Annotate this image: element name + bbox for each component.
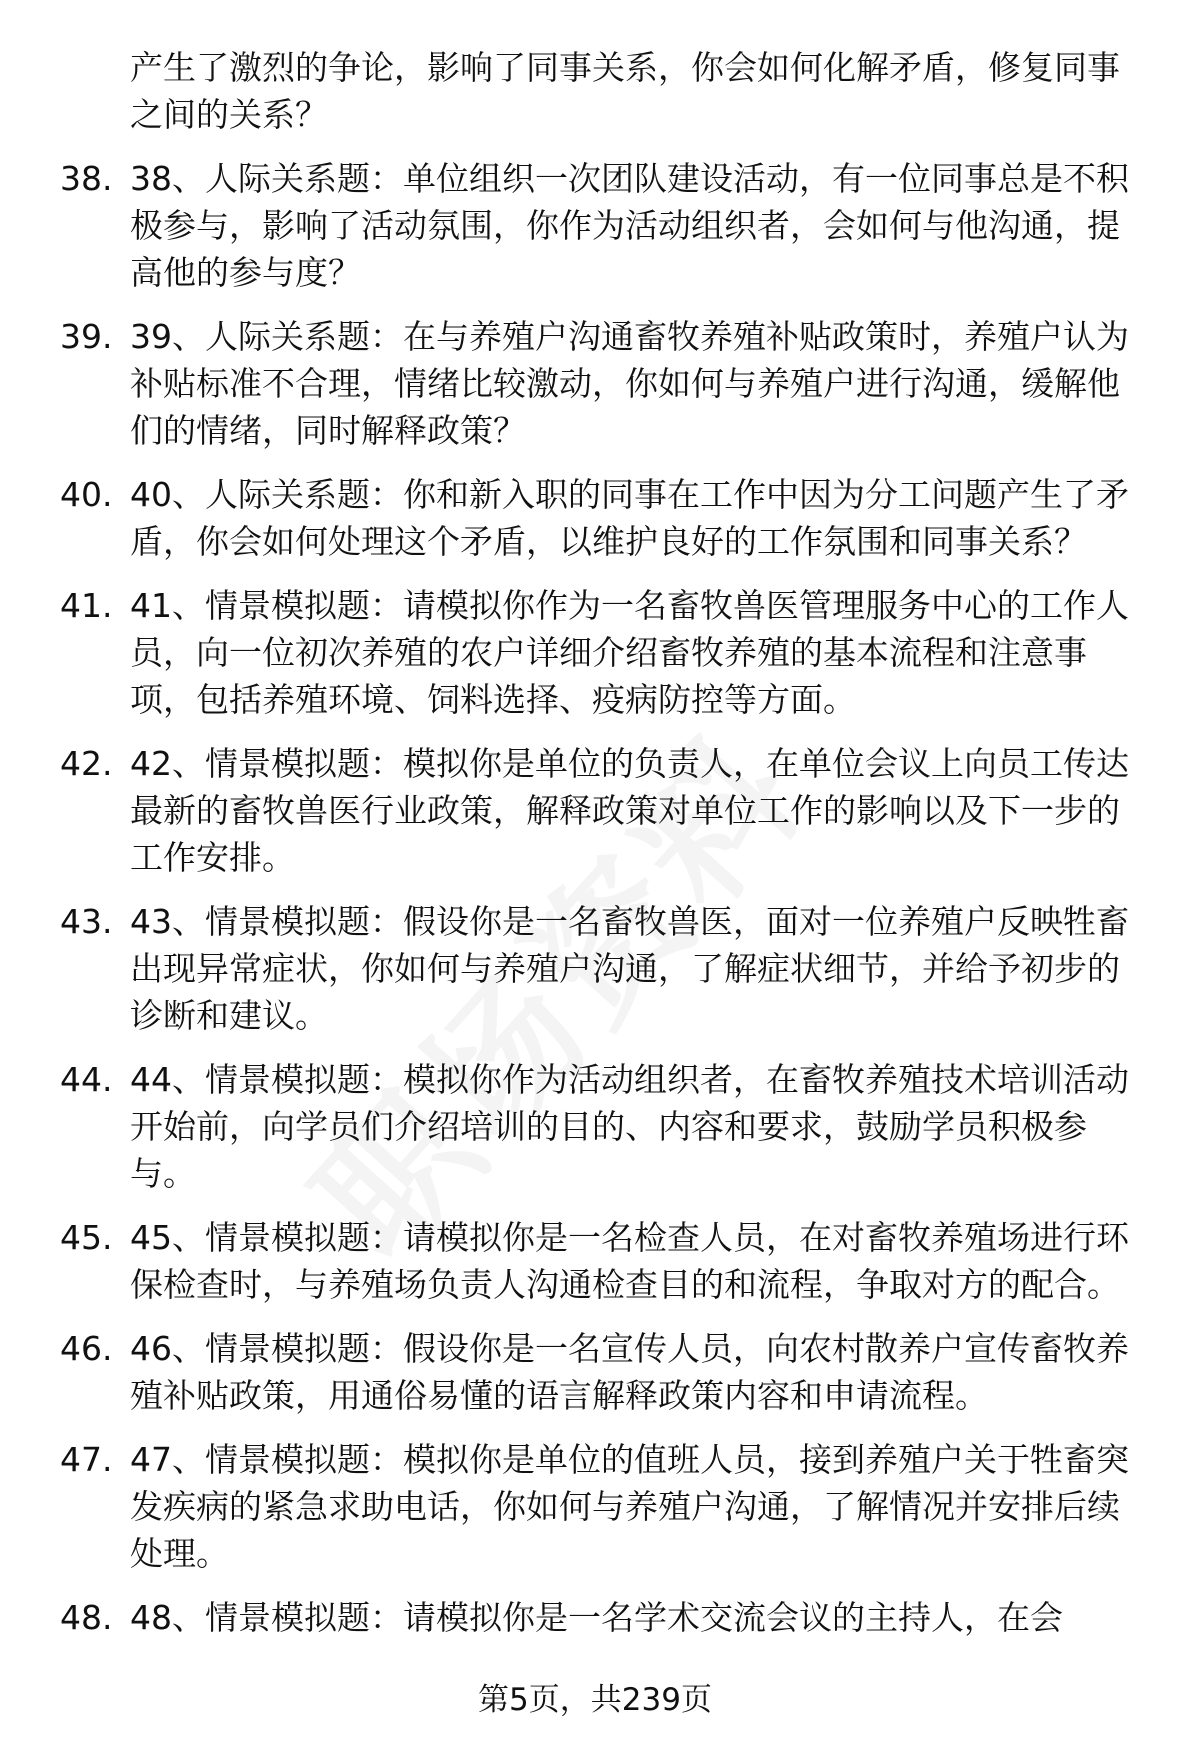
item-text: 47、情景模拟题：模拟你是单位的值班人员，接到养殖户关于牲畜突发疾病的紧急求助电话，你如何与养殖户沟通，了解情况并安排后续处理。 — [130, 1440, 1129, 1573]
list-item — [0, 1325, 1190, 1419]
item-number: 46. — [60, 1329, 113, 1368]
item-number: 38. — [60, 159, 113, 198]
item-number: 43. — [60, 902, 113, 941]
item-number: 40. — [60, 475, 113, 514]
list-item — [0, 471, 1190, 565]
item-number: 44. — [60, 1060, 113, 1099]
item-text: 40、人际关系题：你和新入职的同事在工作中因为分工问题产生了矛盾，你会如何处理这个矛盾，以维护良好的工作氛围和同事关系？ — [130, 475, 1129, 561]
continuation-paragraph — [0, 44, 1190, 138]
list-item — [0, 1214, 1190, 1308]
item-text: 48、情景模拟题：请模拟你是一名学术交流会议的主持人，在会 — [130, 1598, 1063, 1637]
list-item — [0, 155, 1190, 296]
item-text: 42、情景模拟题：模拟你是单位的负责人，在单位会议上向员工传达最新的畜牧兽医行业政策，解释政策对单位工作的影响以及下一步的工作安排。 — [130, 744, 1129, 877]
list-item — [0, 582, 1190, 723]
continuation-text: 产生了激烈的争论，影响了同事关系，你会如何化解矛盾，修复同事之间的关系？ — [130, 48, 1120, 134]
item-number: 41. — [60, 586, 113, 625]
item-number: 42. — [60, 744, 113, 783]
list-item — [0, 740, 1190, 881]
item-text: 41、情景模拟题：请模拟你作为一名畜牧兽医管理服务中心的工作人员，向一位初次养殖的农户详细介绍畜牧养殖的基本流程和注意事项，包括养殖环境、饲料选择、疫病防控等方面。 — [130, 586, 1129, 719]
item-number: 48. — [60, 1598, 113, 1637]
item-text: 38、人际关系题：单位组织一次团队建设活动，有一位同事总是不积极参与，影响了活动氛围，你作为活动组织者，会如何与他沟通，提高他的参与度？ — [130, 159, 1129, 292]
list-item — [0, 1594, 1190, 1641]
list-item — [0, 313, 1190, 454]
item-text: 46、情景模拟题：假设你是一名宣传人员，向农村散养户宣传畜牧养殖补贴政策，用通俗易懂的语言解释政策内容和申请流程。 — [130, 1329, 1129, 1415]
list-item — [0, 1436, 1190, 1577]
item-number: 39. — [60, 317, 113, 356]
item-number: 47. — [60, 1440, 113, 1479]
page-footer: 第5页，共239页 — [478, 1682, 712, 1718]
item-text: 39、人际关系题：在与养殖户沟通畜牧养殖补贴政策时，养殖户认为补贴标准不合理，情绪比较激动，你如何与养殖户进行沟通，缓解他们的情绪，同时解释政策？ — [130, 317, 1129, 450]
question-list — [0, 44, 1190, 1658]
list-item — [0, 1056, 1190, 1197]
item-text: 43、情景模拟题：假设你是一名畜牧兽医，面对一位养殖户反映牲畜出现异常症状，你如何与养殖户沟通，了解症状细节，并给予初步的诊断和建议。 — [130, 902, 1129, 1035]
item-number: 45. — [60, 1218, 113, 1257]
list-item — [0, 898, 1190, 1039]
item-text: 45、情景模拟题：请模拟你是一名检查人员，在对畜牧养殖场进行环保检查时，与养殖场负责人沟通检查目的和流程，争取对方的配合。 — [130, 1218, 1129, 1304]
item-text: 44、情景模拟题：模拟你作为活动组织者，在畜牧养殖技术培训活动开始前，向学员们介绍培训的目的、内容和要求，鼓励学员积极参与。 — [130, 1060, 1129, 1193]
